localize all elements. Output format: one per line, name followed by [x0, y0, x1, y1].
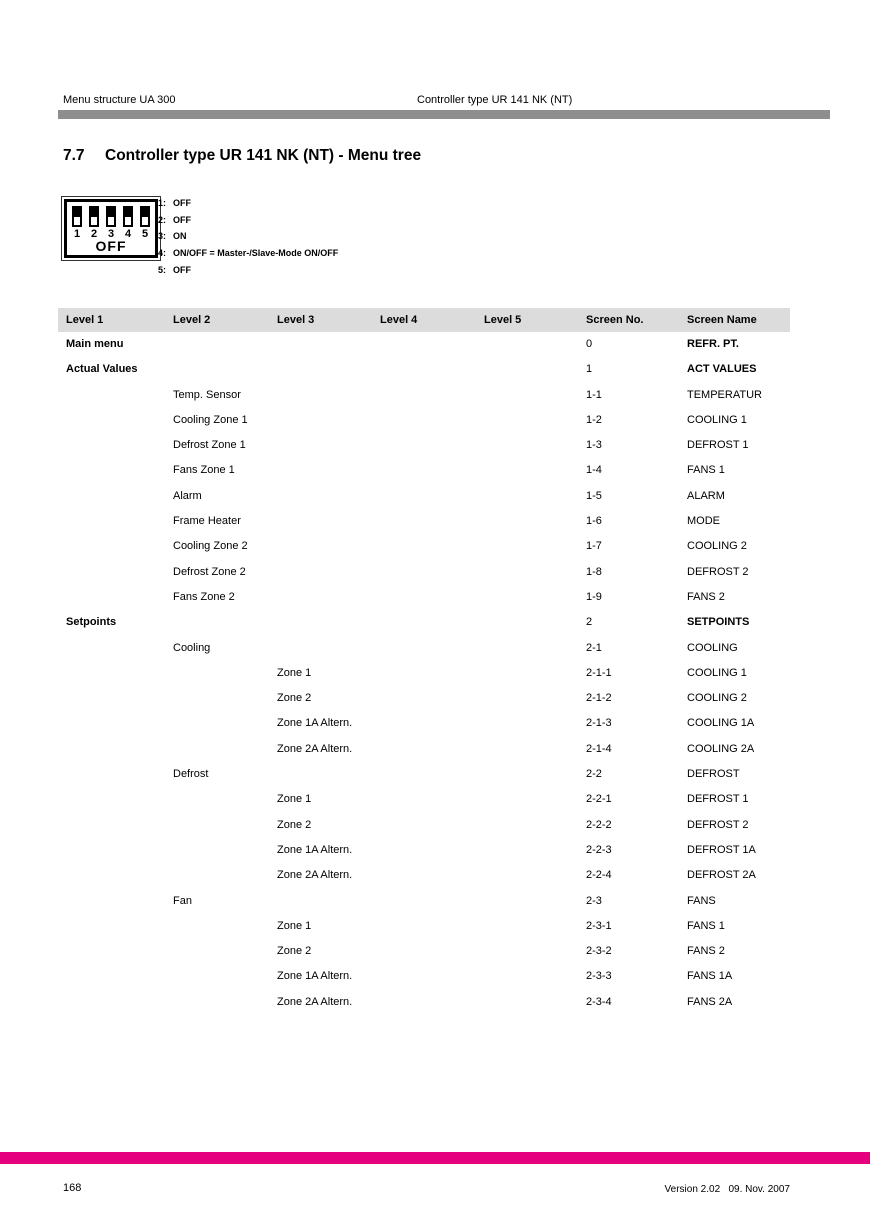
screen-number: 1-1 — [586, 388, 602, 401]
screen-number: 2-2-3 — [586, 843, 612, 856]
table-row — [58, 990, 790, 1015]
screen-number: 1-6 — [586, 515, 602, 528]
section-number: 7.7 — [63, 147, 85, 164]
menu-item-label: Cooling Zone 1 — [173, 413, 248, 426]
legend-line-value: OFF — [173, 198, 191, 208]
menu-tree-table — [58, 308, 790, 1015]
menu-item-label: Fan — [173, 894, 192, 907]
legend-line — [158, 265, 338, 282]
table-row — [58, 711, 790, 736]
table-row — [58, 964, 790, 989]
screen-name: COOLING 2 — [687, 540, 747, 553]
dip-switch-3-icon — [106, 206, 116, 227]
col-header-level5: Level 5 — [484, 314, 522, 326]
menu-item-label: Zone 2A Altern. — [277, 869, 353, 882]
page-number: 168 — [63, 1182, 82, 1194]
legend-line — [158, 215, 338, 232]
menu-item-label: Zone 2 — [277, 945, 312, 958]
menu-item-label: Zone 1A Altern. — [277, 717, 353, 730]
screen-number: 1 — [586, 363, 593, 376]
screen-name: FANS 1 — [687, 464, 725, 477]
footer-accent-bar — [0, 1152, 870, 1164]
dip-switch-2-icon — [89, 206, 99, 227]
screen-number: 1-3 — [586, 439, 602, 452]
dip-switch-number: 2 — [90, 228, 98, 240]
screen-name: SETPOINTS — [687, 616, 750, 629]
table-row — [58, 509, 790, 534]
legend-line — [158, 231, 338, 248]
menu-item-label: Temp. Sensor — [173, 388, 241, 401]
menu-item-label: Defrost Zone 2 — [173, 565, 246, 578]
table-row — [58, 383, 790, 408]
table-row — [58, 686, 790, 711]
table-row — [58, 762, 790, 787]
dip-switch-off-label: OFF — [95, 238, 127, 254]
menu-item-label: Cooling Zone 2 — [173, 540, 248, 553]
col-header-screen-no: Screen No. — [586, 314, 644, 326]
table-row — [58, 433, 790, 458]
screen-name: DEFROST — [687, 768, 740, 781]
menu-item-label: Defrost — [173, 768, 209, 781]
table-row — [58, 863, 790, 888]
menu-item-label: Main menu — [66, 338, 124, 350]
legend-line-value: ON — [173, 231, 187, 242]
screen-number: 1-7 — [586, 540, 602, 553]
menu-item-label: Cooling — [173, 641, 211, 654]
menu-item-label: Zone 1 — [277, 919, 312, 932]
menu-item-label: Zone 2A Altern. — [277, 995, 353, 1008]
table-row — [58, 939, 790, 964]
legend-line-number: 5: — [158, 264, 167, 275]
screen-number: 2-1 — [586, 641, 602, 654]
screen-name: COOLING 2A — [687, 742, 755, 755]
screen-name: DEFROST 2 — [687, 565, 749, 578]
dip-switch-5-icon — [140, 206, 150, 227]
screen-name: FANS 2 — [687, 590, 725, 603]
dip-switch-4-icon — [123, 206, 133, 227]
screen-number: 1-9 — [586, 590, 602, 603]
menu-item-label: Zone 2 — [277, 692, 312, 705]
table-row — [58, 838, 790, 863]
legend-line-number: 1: — [158, 198, 167, 208]
screen-number: 2-1-1 — [586, 666, 612, 679]
screen-name: COOLING — [687, 641, 738, 654]
screen-name: FANS 1 — [687, 919, 725, 932]
legend-line-value: OFF — [173, 214, 191, 225]
screen-number: 2-2-4 — [586, 869, 612, 882]
menu-item-label: Actual Values — [66, 363, 138, 376]
legend-line-number: 3: — [158, 231, 167, 242]
dip-switch-box — [64, 199, 158, 258]
dip-switch-number: 1 — [73, 228, 81, 240]
screen-number: 1-5 — [586, 489, 602, 502]
menu-item-label: Fans Zone 2 — [173, 590, 235, 603]
table-row — [58, 560, 790, 585]
table-row — [58, 661, 790, 686]
legend-line-value: OFF — [173, 264, 191, 275]
screen-name: FANS 2 — [687, 945, 725, 958]
screen-name: DEFROST 1 — [687, 439, 749, 452]
menu-item-label: Setpoints — [66, 616, 117, 629]
screen-name: ACT VALUES — [687, 363, 757, 376]
dip-switch-row — [72, 206, 150, 227]
table-row — [58, 610, 790, 635]
section-title-text: Controller type UR 141 NK (NT) - Menu tree — [105, 147, 422, 164]
screen-name: DEFROST 1A — [687, 843, 756, 856]
table-row — [58, 458, 790, 483]
screen-name: FANS 1A — [687, 970, 733, 983]
screen-number: 1-4 — [586, 464, 602, 477]
screen-number: 2-2-1 — [586, 793, 612, 806]
screen-name: TEMPERATUR — [687, 388, 762, 401]
dip-switch-figure — [61, 196, 161, 261]
legend-line-number: 2: — [158, 214, 167, 225]
menu-item-label: Zone 1 — [277, 793, 312, 806]
screen-name: FANS 2A — [687, 995, 733, 1008]
legend-line-value: ON/OFF = Master-/Slave-Mode ON/OFF — [173, 248, 339, 259]
table-row — [58, 332, 790, 357]
screen-name: DEFROST 2 — [687, 818, 749, 831]
screen-number: 2-1-4 — [586, 742, 612, 755]
dip-switch-number: 5 — [141, 228, 149, 240]
table-row — [58, 636, 790, 661]
screen-number: 2-2-2 — [586, 818, 612, 831]
screen-name: COOLING 1 — [687, 413, 747, 426]
col-header-level4: Level 4 — [380, 314, 418, 326]
screen-number: 2-3-1 — [586, 919, 612, 932]
header-divider-bar — [58, 110, 830, 119]
table-row — [58, 534, 790, 559]
table-row — [58, 737, 790, 762]
menu-item-label: Fans Zone 1 — [173, 464, 235, 477]
screen-name: ALARM — [687, 489, 725, 502]
screen-number: 1-2 — [586, 413, 602, 426]
table-row — [58, 813, 790, 838]
screen-number: 2-1-3 — [586, 717, 612, 730]
dip-switch-1-icon — [72, 206, 82, 227]
screen-number: 2 — [586, 616, 593, 629]
screen-name: REFR. PT. — [687, 338, 739, 350]
table-row — [58, 408, 790, 433]
screen-name: MODE — [687, 515, 720, 528]
table-header-row — [58, 308, 790, 332]
menu-item-label: Zone 2 — [277, 818, 312, 831]
legend-line — [158, 198, 338, 215]
screen-number: 2-3-3 — [586, 970, 612, 983]
footer-version-text: Version 2.02 09. Nov. 2007 — [664, 1184, 790, 1195]
menu-item-label: Zone 1A Altern. — [277, 843, 353, 856]
screen-name: DEFROST 1 — [687, 793, 749, 806]
screen-name: COOLING 1A — [687, 717, 755, 730]
legend-line-number: 4: — [158, 248, 167, 259]
dip-switch-number: 4 — [124, 228, 132, 240]
menu-item-label: Alarm — [173, 489, 202, 502]
screen-name: DEFROST 2A — [687, 869, 756, 882]
screen-number: 0 — [586, 338, 593, 350]
col-header-screen-name: Screen Name — [687, 314, 757, 326]
table-body — [58, 332, 790, 1015]
menu-item-label: Zone 2A Altern. — [277, 742, 353, 755]
screen-number: 2-3 — [586, 894, 602, 907]
screen-name: COOLING 2 — [687, 692, 747, 705]
table-row — [58, 585, 790, 610]
dip-switch-legend — [158, 198, 338, 281]
menu-item-label: Zone 1A Altern. — [277, 970, 353, 983]
legend-line — [158, 248, 338, 265]
screen-number: 2-1-2 — [586, 692, 612, 705]
table-row — [58, 787, 790, 812]
section-title — [63, 147, 421, 165]
menu-item-label: Zone 1 — [277, 666, 312, 679]
menu-item-label: Frame Heater — [173, 515, 241, 528]
dip-switch-number: 3 — [107, 228, 115, 240]
screen-number: 2-3-2 — [586, 945, 612, 958]
screen-name: FANS — [687, 894, 716, 907]
screen-name: COOLING 1 — [687, 666, 747, 679]
table-row — [58, 484, 790, 509]
table-row — [58, 914, 790, 939]
running-header-left: Menu structure UA 300 — [63, 94, 176, 106]
screen-number: 1-8 — [586, 565, 602, 578]
screen-number: 2-2 — [586, 768, 602, 781]
screen-number: 2-3-4 — [586, 995, 612, 1008]
running-header-right: Controller type UR 141 NK (NT) — [417, 94, 573, 106]
menu-item-label: Defrost Zone 1 — [173, 439, 246, 452]
col-header-level2: Level 2 — [173, 314, 211, 326]
table-row — [58, 889, 790, 914]
col-header-level1: Level 1 — [66, 314, 104, 326]
col-header-level3: Level 3 — [277, 314, 315, 326]
table-row — [58, 357, 790, 382]
